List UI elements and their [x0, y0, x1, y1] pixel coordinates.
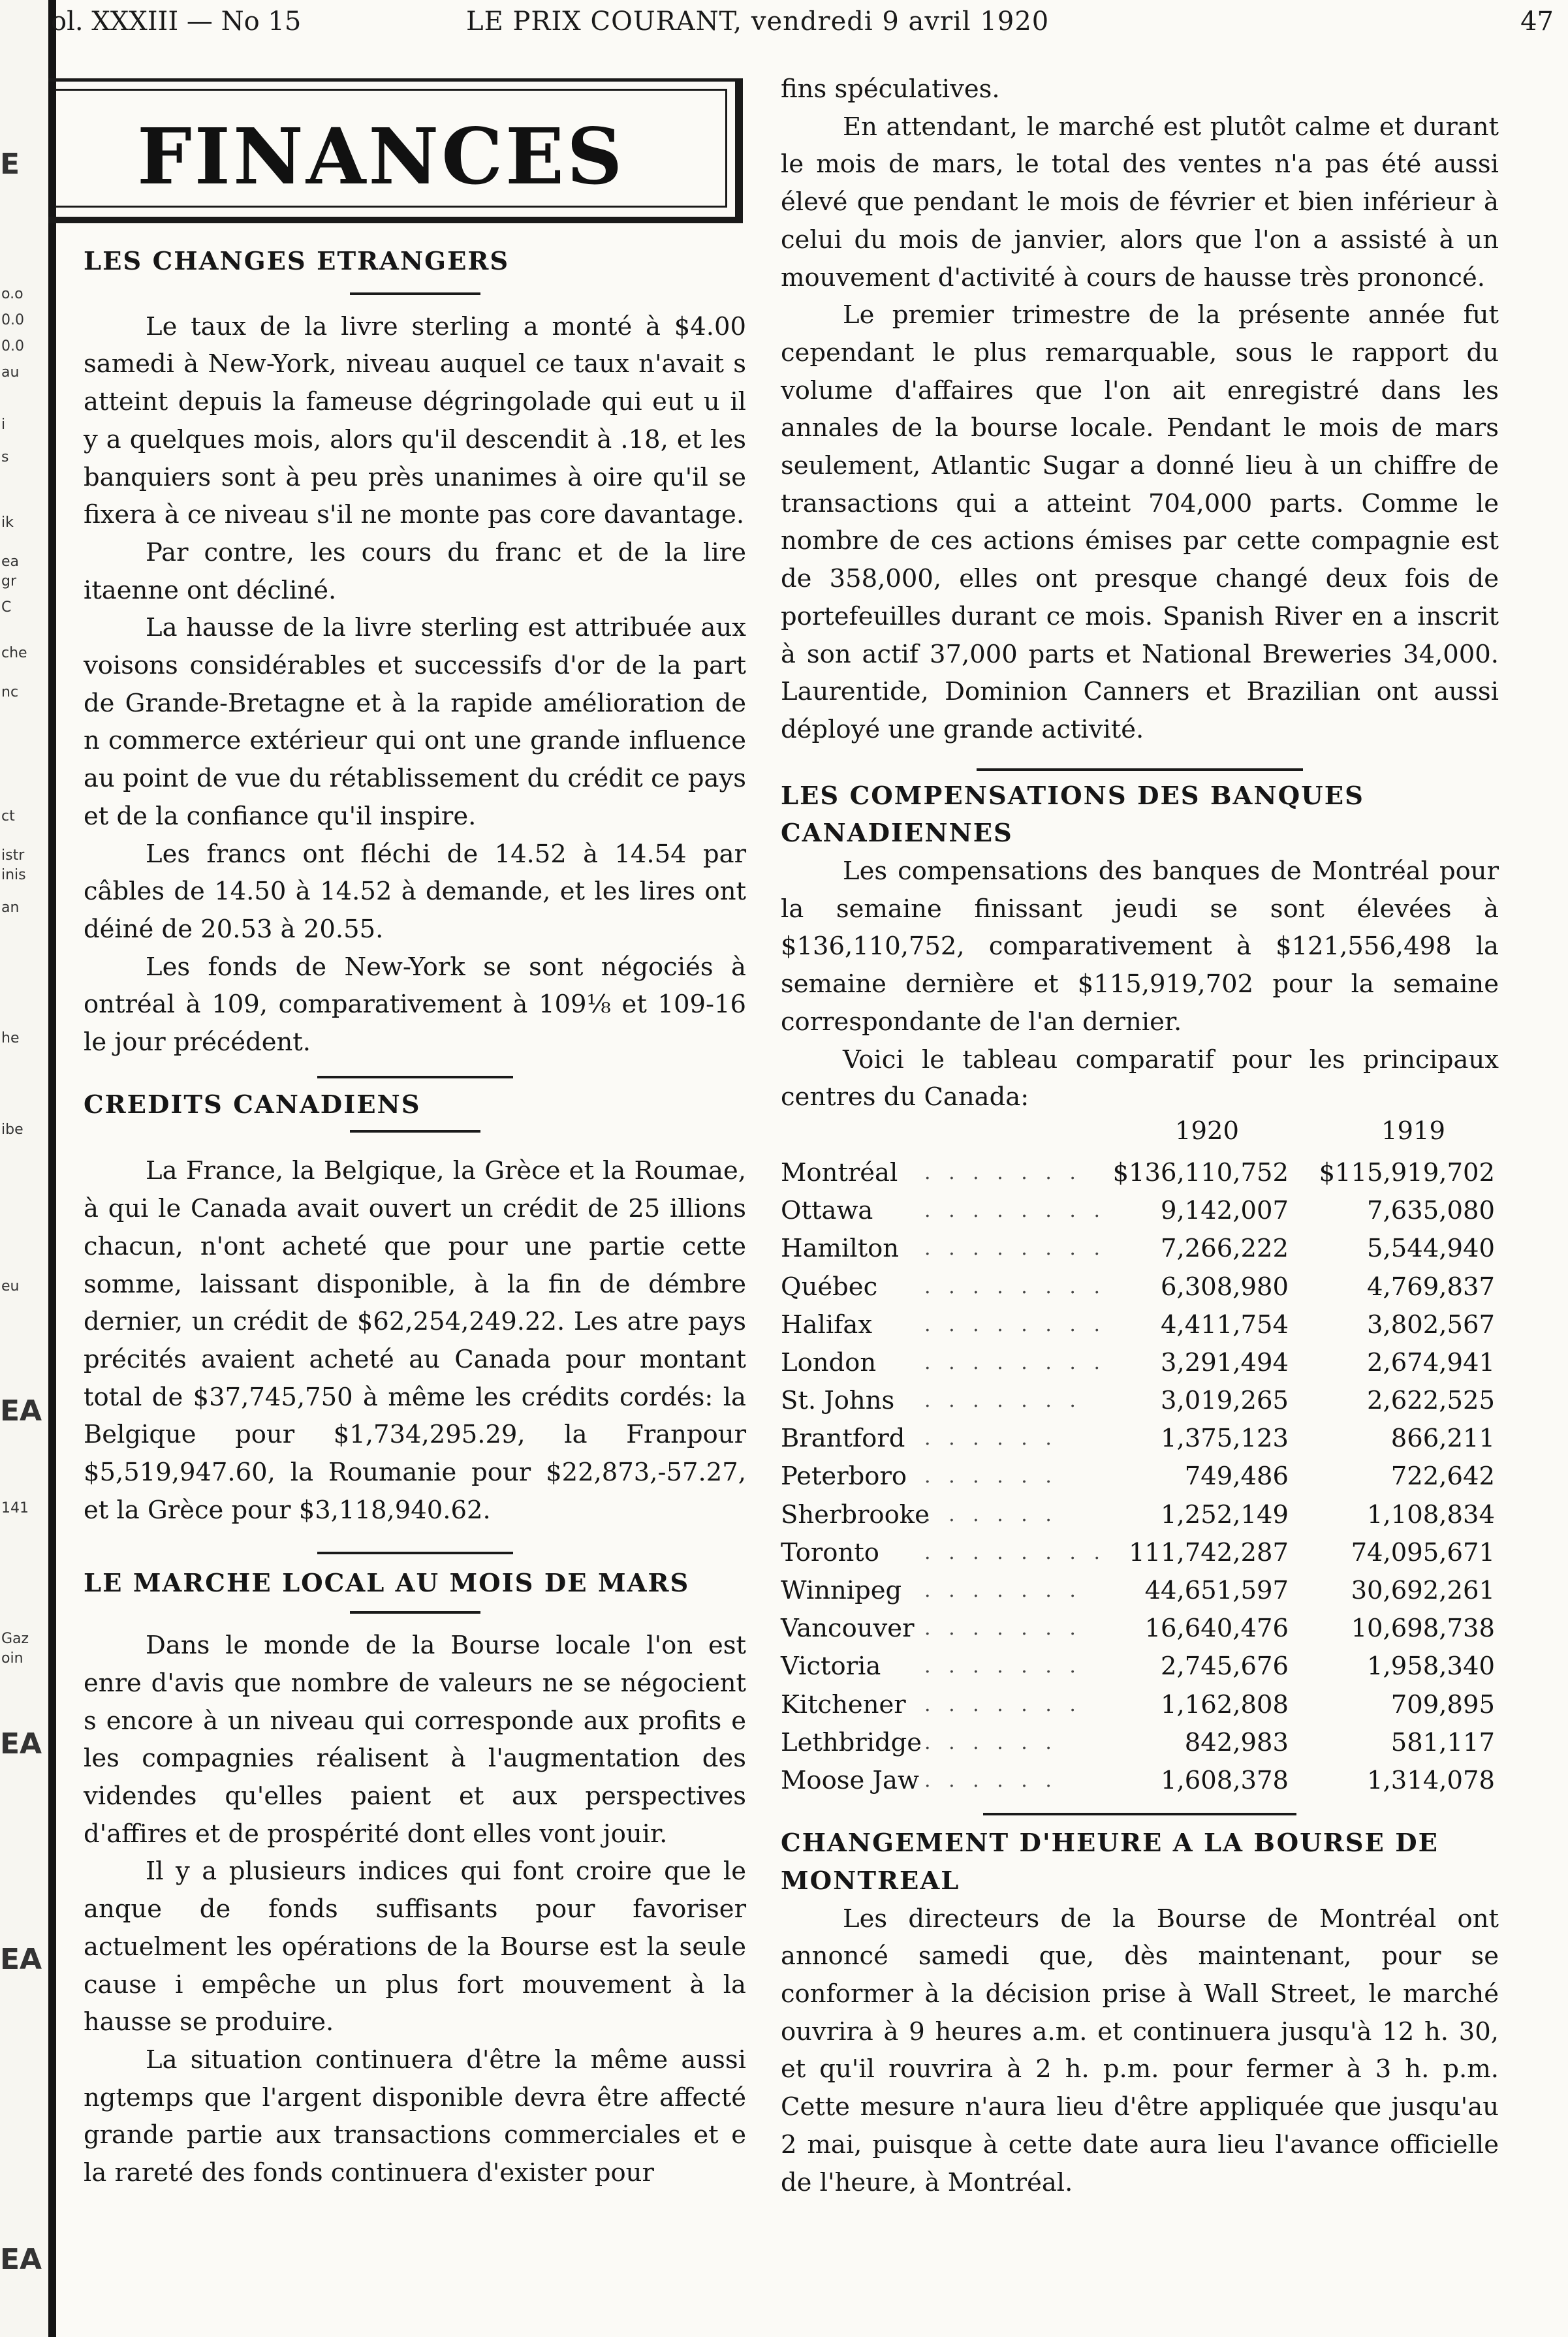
heading-heure-line2: MONTREAL	[781, 1866, 960, 1896]
value-1919: 74,095,671	[1351, 1537, 1495, 1567]
leader-dots: . . . . . . .	[924, 1655, 1082, 1678]
value-1920: 9,142,007	[1161, 1196, 1289, 1226]
leader-dots: . . . . . . . .	[924, 1275, 1106, 1298]
city-name: London	[781, 1347, 877, 1377]
adjacent-page-fragment: ea	[1, 554, 20, 570]
paragraph: La France, la Belgique, la Grèce et la Roumae, à qui le Canada avait ouvert un crédit de 25 illions chacun, n'ont acheté que pour une partie cette somme, laissant disponible, à la fin de démbre dernier, un crédit de $62,254,249.22. Les atre pays précités avaient acheté au Canada pour montant total de $37,745,750 à même les crédits cordés: la Belgique pour $1,734,295.29, la Franpour $5,519,947.60, la Roumanie pour $22,873,-57.27, et la Grèce pour $3,118,940.62.	[84, 1156, 746, 1525]
city-name: Montréal	[781, 1157, 898, 1187]
article-changes	[84, 308, 746, 1061]
value-1919: 7,635,080	[1367, 1196, 1495, 1226]
article-marche	[84, 1627, 746, 2192]
running-header	[48, 7, 1554, 39]
paragraph: En attendant, le marché est plutôt calme et durant le mois de mars, le total des ventes n'a pas été aussi élevé que pendant le mois de février et bien inférieur à celui du mois de janvier, alors que l'on a assisté à un mouvement d'activité à cours de hausse très prononcé.	[781, 112, 1499, 292]
city-name: Victoria	[781, 1652, 881, 1682]
volume-number: ol. XXXIII — No 15	[51, 7, 302, 37]
section-divider	[317, 1552, 513, 1554]
adjacent-page-fragment: ct	[1, 808, 15, 824]
adjacent-page-fragment: gr	[1, 573, 17, 589]
section-banner: FINANCES	[137, 111, 625, 202]
value-1920: 1,608,378	[1161, 1765, 1289, 1795]
table-row	[781, 1306, 1499, 1344]
city-name: Toronto	[781, 1537, 879, 1567]
value-1919: 4,769,837	[1367, 1272, 1495, 1302]
section-divider	[983, 1813, 1296, 1815]
table-row	[781, 1572, 1499, 1610]
leader-dots: . . . . . . . .	[924, 1313, 1106, 1336]
table-row	[781, 1344, 1499, 1382]
city-name: Kitchener	[781, 1689, 906, 1719]
paragraph: Les fonds de New-York se sont négociés à ontréal à 109, comparativement à 109⅛ et 109-16 le jour précédent.	[84, 952, 746, 1058]
adjacent-page-fragment: Gaz	[1, 1631, 29, 1647]
value-1920: 6,308,980	[1161, 1272, 1289, 1302]
table-row	[781, 1230, 1499, 1268]
adjacent-page-fragment: E	[0, 148, 20, 181]
paragraph: La situation continuera d'être la même aussi ngtemps que l'argent disponible devra être affecté grande partie aux transactions commerciales et e la rareté des fonds continuera d'exister pour	[84, 2045, 746, 2188]
value-1919: 30,692,261	[1351, 1576, 1495, 1606]
paragraph: Les francs ont fléchi de 14.52 à 14.54 par câbles de 14.50 à 14.52 à demande, et les lires ont déiné de 20.53 à 20.55.	[84, 839, 746, 944]
city-name: Hamilton	[781, 1234, 900, 1264]
heading-marche: LE MARCHE LOCAL AU MOIS DE MARS	[84, 1568, 690, 1598]
publication-title: LE PRIX COURANT, vendredi 9 avril 1920	[466, 7, 1050, 37]
adjacent-page-fragment: C	[1, 599, 12, 616]
city-name: Sherbrooke	[781, 1499, 930, 1529]
leader-dots: . . . . . .	[924, 1768, 1058, 1792]
city-name: Lethbridge	[781, 1727, 922, 1757]
value-1920: 111,742,287	[1129, 1537, 1289, 1567]
adjacent-page-fragment: che	[1, 645, 27, 661]
paragraph: La hausse de la livre sterling est attribuée aux voisons considérables et successifs d'or de la part de Grande-Bretagne et à la rapide amélioration de n commerce extérieur qui ont une grande influence au point de vue du rétablissement du crédit ce pays et de la confiance qu'il inspire.	[84, 613, 746, 831]
value-1919: 866,211	[1390, 1424, 1495, 1454]
value-1919: 10,698,738	[1351, 1614, 1495, 1644]
heading-changes: LES CHANGES ETRANGERS	[84, 247, 510, 276]
value-1919: 1,314,078	[1367, 1765, 1495, 1795]
value-1919: 3,802,567	[1367, 1310, 1495, 1340]
leader-dots: . . . . . . . .	[924, 1199, 1106, 1223]
city-name: Ottawa	[781, 1196, 873, 1226]
table-row	[781, 1420, 1499, 1458]
column-header-1920: 1920	[1175, 1116, 1239, 1146]
page-gutter-strip	[0, 0, 56, 2337]
value-1919: $115,919,702	[1319, 1157, 1495, 1187]
adjacent-page-fragment: s	[1, 449, 9, 465]
table-row	[781, 1534, 1499, 1572]
adjacent-page-fragment: he	[1, 1030, 20, 1046]
adjacent-page-fragment: an	[1, 900, 20, 916]
adjacent-page-fragment: o.o	[1, 286, 24, 302]
table-row	[781, 1610, 1499, 1648]
adjacent-page-fragment: EA	[0, 2243, 42, 2276]
table-row	[781, 1496, 1499, 1534]
section-divider	[977, 768, 1303, 771]
table-row	[781, 1458, 1499, 1496]
right-column	[781, 71, 1499, 2201]
value-1919: 5,544,940	[1367, 1234, 1495, 1264]
paragraph: Le premier trimestre de la présente année fut cependant le plus remarquable, sous le rapport du volume d'affaires que l'on ait enregistré dans les annales de la bourse locale. Pendant le mois de mars seulement, Atlantic Sugar a donné lieu à un chiffre de transactions qui a atteint 704,000 parts. Comme le nombre de ces actions émises par cette compagnie est de 358,000, elles ont presque changé deux fois de portefeuilles durant ce mois. Spanish River en a inscrit à son actif 37,000 parts et National Breweries 34,000. Laurentide, Dominion Canners et Brazilian ont aussi déployé une grande activité.	[781, 300, 1499, 744]
heading-rule	[350, 1611, 480, 1614]
table-body	[781, 1154, 1499, 1800]
value-1920: 2,745,676	[1161, 1652, 1289, 1682]
adjacent-page-fragment: eu	[1, 1278, 20, 1294]
adjacent-page-fragment: au	[1, 364, 20, 381]
leader-dots: . . . . . . .	[924, 1617, 1082, 1640]
value-1919: 581,117	[1390, 1727, 1495, 1757]
table-header	[781, 1116, 1499, 1154]
city-name: Québec	[781, 1272, 878, 1302]
leader-dots: . . . . . . . .	[924, 1351, 1106, 1374]
heading-credits: CREDITS CANADIENS	[84, 1090, 421, 1120]
heading-compensations-line2: CANADIENNES	[781, 819, 1013, 849]
city-name: Winnipeg	[781, 1576, 902, 1606]
article-credits	[84, 1152, 746, 1529]
table-row	[781, 1686, 1499, 1724]
value-1920: 3,291,494	[1161, 1347, 1289, 1377]
table-row	[781, 1154, 1499, 1192]
leader-dots: . . . . . . .	[924, 1161, 1082, 1184]
value-1920: 7,266,222	[1161, 1234, 1289, 1264]
leader-dots: . . . . . . . .	[924, 1541, 1106, 1564]
value-1920: 749,486	[1184, 1462, 1289, 1492]
adjacent-page-fragment: ik	[1, 514, 14, 531]
adjacent-page-fragment: inis	[1, 867, 26, 883]
article-marche-continued	[781, 71, 1499, 749]
city-name: Moose Jaw	[781, 1765, 919, 1795]
leader-dots: . . . . . .	[924, 1731, 1058, 1754]
adjacent-page-fragment: i	[1, 416, 6, 433]
table-row	[781, 1762, 1499, 1800]
heading-rule	[350, 292, 480, 295]
adjacent-page-fragment: 0.0	[1, 312, 24, 328]
value-1920: $136,110,752	[1112, 1157, 1289, 1187]
value-1920: 842,983	[1184, 1727, 1289, 1757]
table-row	[781, 1382, 1499, 1420]
paragraph: fins spéculatives.	[781, 74, 1000, 104]
adjacent-page-fragment: EA	[0, 1394, 42, 1428]
adjacent-page-fragment: EA	[0, 1943, 42, 1976]
section-divider	[317, 1076, 513, 1078]
value-1919: 1,108,834	[1367, 1499, 1495, 1529]
value-1920: 4,411,754	[1161, 1310, 1289, 1340]
adjacent-page-fragment: istr	[1, 847, 25, 864]
table-row	[781, 1268, 1499, 1306]
leader-dots: . . . . . .	[924, 1465, 1058, 1488]
paragraph: Voici le tableau comparatif pour les principaux centres du Canada:	[781, 1044, 1499, 1112]
value-1920: 16,640,476	[1144, 1614, 1289, 1644]
city-name: Peterboro	[781, 1462, 907, 1492]
leader-dots: . . . . . . .	[924, 1579, 1082, 1603]
adjacent-page-fragment: oin	[1, 1650, 24, 1667]
page-number: 47	[1520, 7, 1554, 37]
paragraph: Il y a plusieurs indices qui font croire que le anque de fonds suffisants pour favoriser actuelment les opérations de la Bourse est la seule cause i empêche un plus fort mouvement à la hausse se produire.	[84, 1857, 746, 2037]
paragraph: Les directeurs de la Bourse de Montréal ont annoncé samedi que, dès maintenant, pour se conformer à la décision prise à Wall Street, le marché ouvrira à 9 heures a.m. et continuera jusqu'à 12 h. 30, et qu'il rouvrira à 2 h. p.m. pour fermer à 3 h. p.m. Cette mesure n'aura lieu d'être appliquée que jusqu'au 2 mai, puisque à cette date aura lieu l'avance officielle de l'heure, à Montréal.	[781, 1904, 1499, 2197]
paragraph: Par contre, les cours du franc et de la lire itaenne ont décliné.	[84, 537, 746, 605]
value-1920: 1,252,149	[1161, 1499, 1289, 1529]
left-column	[84, 243, 746, 2192]
value-1920: 1,162,808	[1161, 1689, 1289, 1719]
city-name: Halifax	[781, 1310, 873, 1340]
table-row	[781, 1648, 1499, 1686]
clearings-table	[781, 1116, 1499, 1800]
table-row	[781, 1192, 1499, 1230]
leader-dots: . . . . . . . .	[924, 1237, 1106, 1261]
heading-heure: CHANGEMENT D'HEURE A LA BOURSE DE	[781, 1828, 1439, 1859]
value-1920: 3,019,265	[1161, 1386, 1289, 1416]
adjacent-page-fragment: 141	[1, 1500, 29, 1516]
value-1919: 709,895	[1390, 1689, 1495, 1719]
paragraph: Le taux de la livre sterling a monté à $4.00 samedi à New-York, niveau auquel ce taux n'avait s atteint depuis la fameuse dégringolade qui eut u il y a quelques mois, alors qu'il descendit à .18, et les banquiers sont à peu près unanimes à oire qu'il se fixera à ce niveau s'il ne monte pas core davantage.	[84, 311, 746, 530]
value-1920: 44,651,597	[1144, 1576, 1289, 1606]
article-compensations	[781, 853, 1499, 1116]
value-1919: 1,958,340	[1367, 1652, 1495, 1682]
adjacent-page-fragment: EA	[0, 1727, 42, 1761]
heading-rule	[350, 1130, 480, 1133]
paragraph: Dans le monde de la Bourse locale l'on est enre d'avis que nombre de valeurs ne se négocient s encore à un niveau qui corresponde aux profits e les compagnies réalisent à l'augmentation des videndes qu'elles paient et aux perspectives d'affires et de prospérité dont elles vont jouir.	[84, 1631, 746, 1849]
leader-dots: . . . . . . .	[924, 1693, 1082, 1716]
adjacent-page-fragment: ibe	[1, 1121, 24, 1138]
adjacent-page-fragment: nc	[1, 684, 19, 700]
adjacent-page-fragment: 0.0	[1, 338, 24, 354]
leader-dots: . . . . . . .	[924, 1389, 1082, 1413]
value-1919: 722,642	[1390, 1462, 1495, 1492]
article-heure	[781, 1900, 1499, 2202]
column-header-1919: 1919	[1381, 1116, 1445, 1146]
table-row	[781, 1724, 1499, 1762]
city-name: Vancouver	[781, 1614, 915, 1644]
city-name: Brantford	[781, 1424, 905, 1454]
value-1920: 1,375,123	[1161, 1424, 1289, 1454]
value-1919: 2,674,941	[1367, 1347, 1495, 1377]
value-1919: 2,622,525	[1367, 1386, 1495, 1416]
leader-dots: . . . . . .	[924, 1427, 1058, 1451]
paragraph: Les compensations des banques de Montréal pour la semaine finissant jeudi se sont élevées à $136,110,752, comparativement à $121,556,498 la semaine dernière et $115,919,702 pour la semaine correspondante de l'an dernier.	[781, 856, 1499, 1037]
city-name: St. Johns	[781, 1386, 895, 1416]
leader-dots: . . . . . .	[924, 1503, 1058, 1526]
heading-compensations: LES COMPENSATIONS DES BANQUES	[781, 781, 1364, 811]
